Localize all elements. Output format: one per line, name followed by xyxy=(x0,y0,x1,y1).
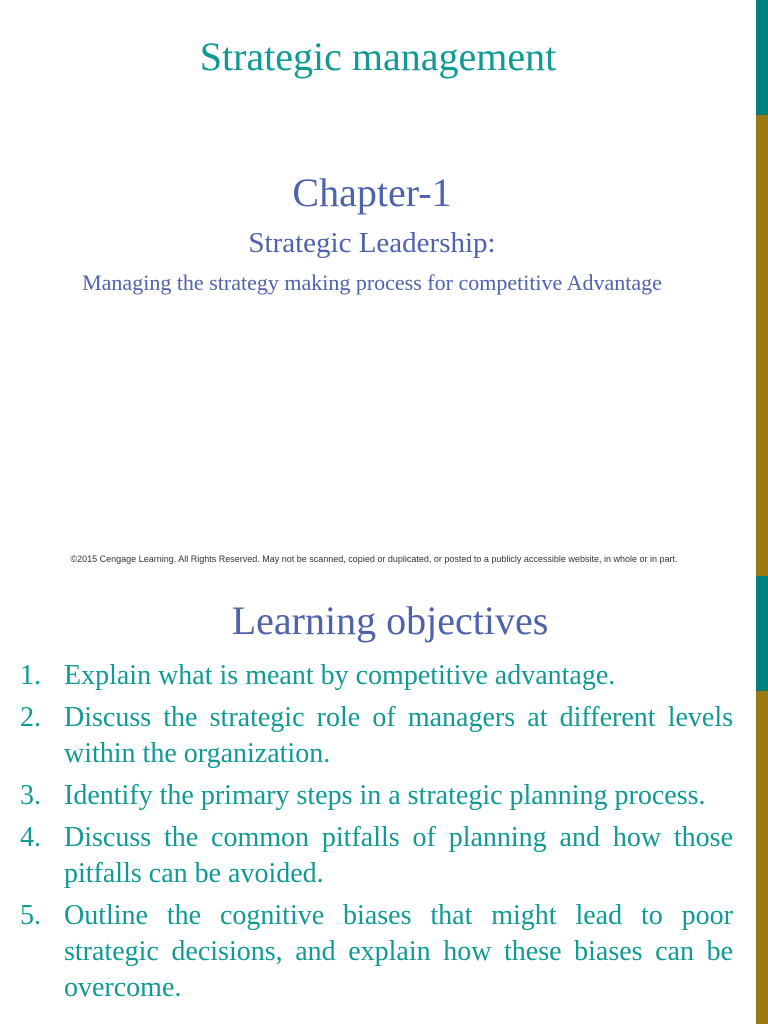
objective-text: Discuss the strategic role of managers at different levels within the organization. xyxy=(64,702,733,769)
objective-item xyxy=(20,658,733,694)
chapter-subtitle: Strategic Leadership: xyxy=(248,227,496,259)
accent-bar-gold xyxy=(756,691,768,1024)
objective-number: 1. xyxy=(20,660,41,691)
objective-item xyxy=(20,898,733,1006)
objective-text: Identify the primary steps in a strategic planning process. xyxy=(64,780,706,811)
objective-text: Outline the cognitive biases that might lead to poor strategic decisions, and explain how these biases can be overcome. xyxy=(64,900,733,1003)
chapter-heading: Chapter-1 xyxy=(292,170,452,215)
objective-item xyxy=(20,700,733,772)
chapter-tagline: Managing the strategy making process for competitive Advantage xyxy=(82,270,662,295)
accent-bar-teal xyxy=(756,0,768,115)
accent-bar-gold xyxy=(756,115,768,576)
objectives-slide xyxy=(0,576,768,1024)
objective-number: 3. xyxy=(20,780,41,811)
objective-text: Discuss the common pitfalls of planning and how those pitfalls can be avoided. xyxy=(64,822,733,889)
objective-number: 4. xyxy=(20,822,41,853)
objectives-list xyxy=(20,658,733,1012)
copyright-notice: ©2015 Cengage Learning. All Rights Reserved. May not be scanned, copied or duplicated, or posted to a publicly accessible website, in whole or in part. xyxy=(70,554,678,564)
objective-item xyxy=(20,778,733,814)
objective-number: 5. xyxy=(20,900,41,931)
objective-item xyxy=(20,820,733,892)
objective-number: 2. xyxy=(20,702,41,733)
slide-title: Learning objectives xyxy=(231,598,549,643)
objective-text: Explain what is meant by competitive advantage. xyxy=(64,660,616,691)
presentation-title: Strategic management xyxy=(199,34,557,79)
